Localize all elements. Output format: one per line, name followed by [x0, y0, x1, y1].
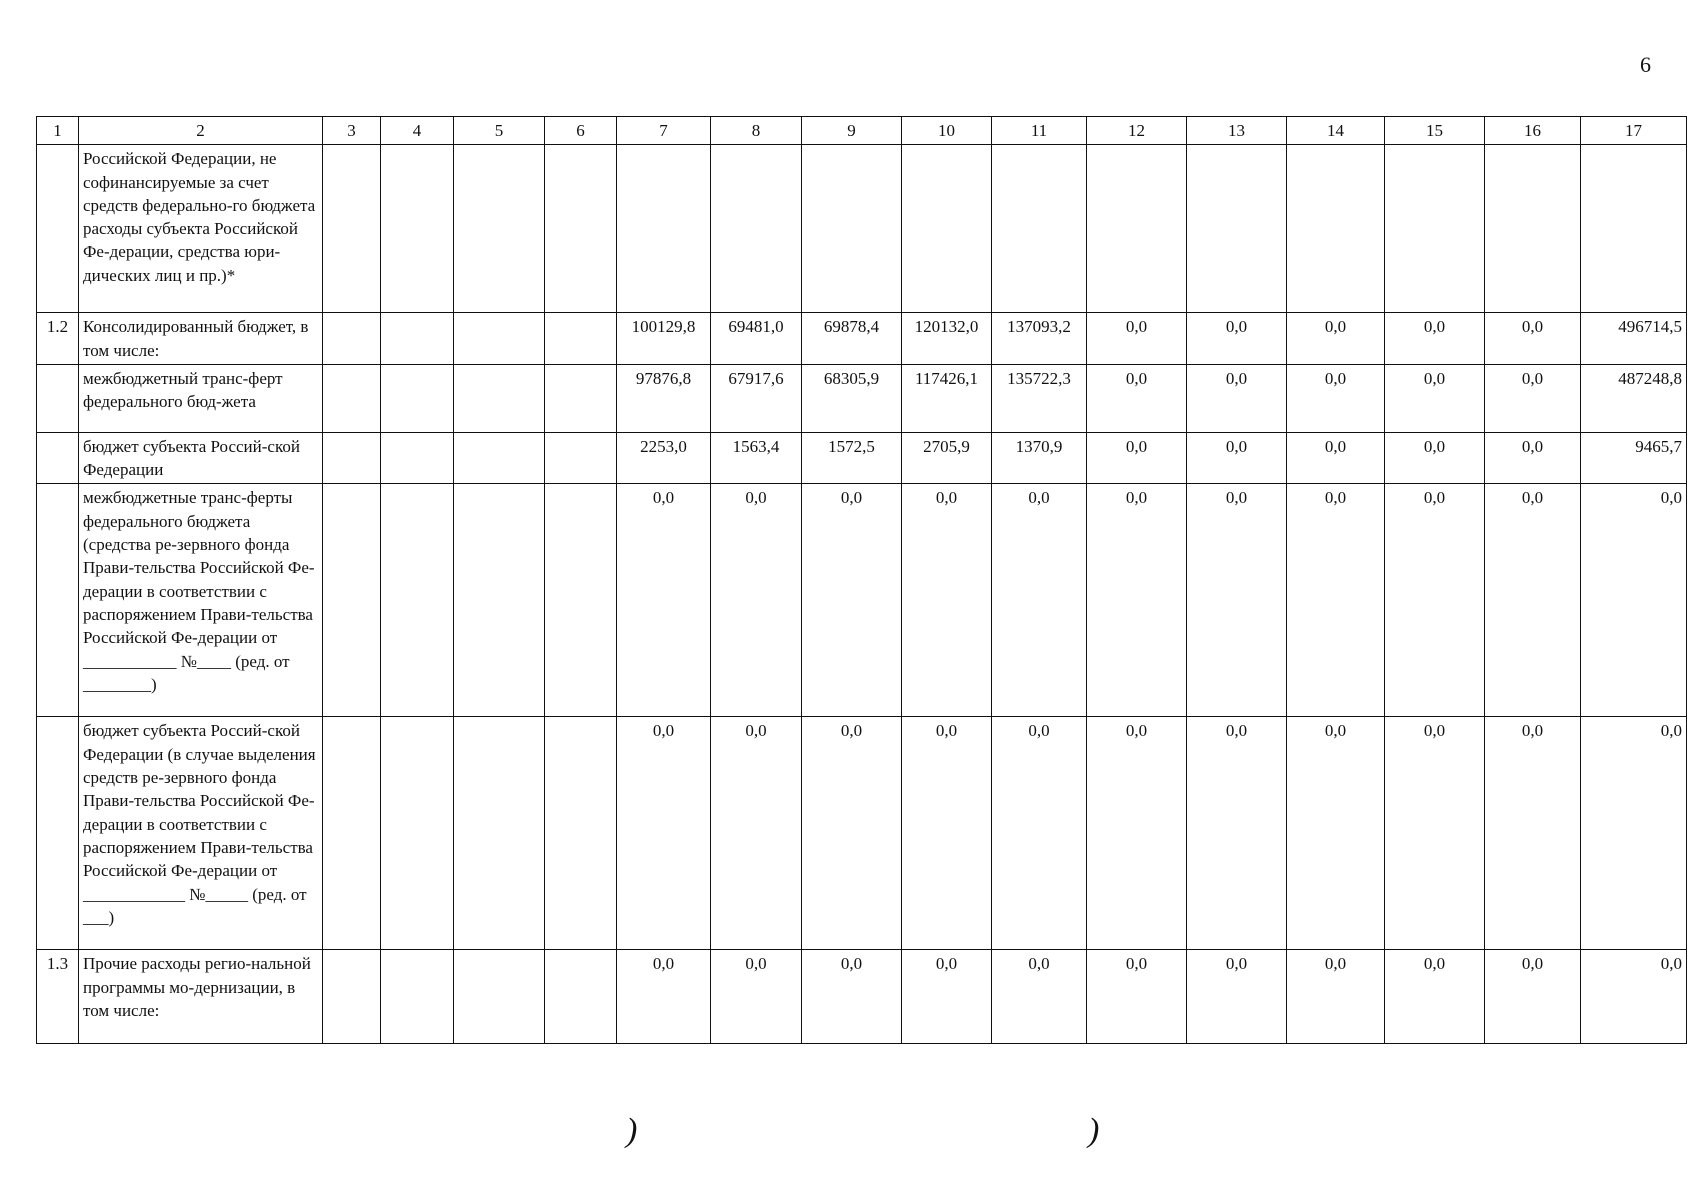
header-cell-9: 9	[802, 117, 902, 145]
value-cell-col-6	[545, 313, 617, 365]
value-cell-col-15: 0,0	[1385, 717, 1485, 950]
value-cell-col-15: 0,0	[1385, 484, 1485, 717]
table-row	[37, 145, 1687, 313]
row-index-cell	[37, 145, 79, 313]
value-cell-col-3	[323, 484, 381, 717]
header-cell-14: 14	[1287, 117, 1385, 145]
value-cell-col-4	[381, 313, 454, 365]
header-cell-11: 11	[992, 117, 1087, 145]
value-cell-col-17: 0,0	[1581, 950, 1687, 1044]
header-cell-15: 15	[1385, 117, 1485, 145]
row-description-cell: межбюджетный транс-ферт федерального бюд-жета	[79, 364, 323, 432]
value-cell-col-12	[1087, 145, 1187, 313]
value-cell-col-16: 0,0	[1485, 313, 1581, 365]
value-cell-col-4	[381, 950, 454, 1044]
value-cell-col-5	[454, 717, 545, 950]
value-cell-col-13: 0,0	[1187, 313, 1287, 365]
value-cell-col-15: 0,0	[1385, 313, 1485, 365]
value-cell-col-7: 0,0	[617, 484, 711, 717]
row-description-cell: бюджет субъекта Россий-ской Федерации (в случае выделения средств ре-зервного фонда Прави-тельства Российской Фе-дерации в соответствии с распоряжением Прави-тельства Российской Фе-дерации от ____________ №_____ (ред. от ___)	[79, 717, 323, 950]
table-row	[37, 364, 1687, 432]
value-cell-col-9: 1572,5	[802, 432, 902, 484]
value-cell-col-5	[454, 432, 545, 484]
table-row	[37, 432, 1687, 484]
row-description-cell: бюджет субъекта Россий-ской Федерации	[79, 432, 323, 484]
value-cell-col-15: 0,0	[1385, 950, 1485, 1044]
value-cell-col-11: 0,0	[992, 950, 1087, 1044]
value-cell-col-17: 0,0	[1581, 717, 1687, 950]
table-body	[37, 117, 1687, 1044]
value-cell-col-3	[323, 717, 381, 950]
header-row	[37, 117, 1687, 145]
value-cell-col-6	[545, 484, 617, 717]
value-cell-col-12: 0,0	[1087, 950, 1187, 1044]
value-cell-col-12: 0,0	[1087, 313, 1187, 365]
value-cell-col-15	[1385, 145, 1485, 313]
value-cell-col-9: 68305,9	[802, 364, 902, 432]
value-cell-col-11	[992, 145, 1087, 313]
value-cell-col-11: 1370,9	[992, 432, 1087, 484]
header-cell-4: 4	[381, 117, 454, 145]
value-cell-col-14: 0,0	[1287, 717, 1385, 950]
value-cell-col-13: 0,0	[1187, 364, 1287, 432]
value-cell-col-16	[1485, 145, 1581, 313]
table-row	[37, 484, 1687, 717]
value-cell-col-8: 0,0	[711, 484, 802, 717]
value-cell-col-13: 0,0	[1187, 484, 1287, 717]
value-cell-col-7	[617, 145, 711, 313]
row-description-cell: Консолидированный бюджет, в том числе:	[79, 313, 323, 365]
value-cell-col-11: 0,0	[992, 484, 1087, 717]
value-cell-col-8: 67917,6	[711, 364, 802, 432]
value-cell-col-14: 0,0	[1287, 313, 1385, 365]
value-cell-col-9: 0,0	[802, 717, 902, 950]
header-cell-16: 16	[1485, 117, 1581, 145]
header-cell-1: 1	[37, 117, 79, 145]
bottom-mark-right: )	[1088, 1112, 1100, 1149]
value-cell-col-6	[545, 364, 617, 432]
header-cell-6: 6	[545, 117, 617, 145]
bottom-mark-left: )	[626, 1112, 638, 1149]
header-cell-3: 3	[323, 117, 381, 145]
value-cell-col-14: 0,0	[1287, 484, 1385, 717]
value-cell-col-12: 0,0	[1087, 717, 1187, 950]
value-cell-col-10: 0,0	[902, 717, 992, 950]
row-description-cell: Прочие расходы регио-нальной программы мо-дернизации, в том числе:	[79, 950, 323, 1044]
value-cell-col-5	[454, 145, 545, 313]
value-cell-col-17: 487248,8	[1581, 364, 1687, 432]
value-cell-col-6	[545, 717, 617, 950]
page-number: 6	[1640, 52, 1651, 77]
value-cell-col-6	[545, 432, 617, 484]
value-cell-col-4	[381, 484, 454, 717]
value-cell-col-5	[454, 950, 545, 1044]
value-cell-col-15: 0,0	[1385, 364, 1485, 432]
header-cell-7: 7	[617, 117, 711, 145]
value-cell-col-4	[381, 717, 454, 950]
table-row	[37, 717, 1687, 950]
value-cell-col-11: 0,0	[992, 717, 1087, 950]
value-cell-col-10: 117426,1	[902, 364, 992, 432]
value-cell-col-7: 0,0	[617, 717, 711, 950]
row-description-cell: межбюджетные транс-ферты федерального бюджета (средства ре-зервного фонда Прави-тельства Российской Фе-дерации в соответствии с распоряжением Прави-тельства Российской Фе-дерации от ___________ №____ (ред. от ________)	[79, 484, 323, 717]
header-cell-5: 5	[454, 117, 545, 145]
header-cell-17: 17	[1581, 117, 1687, 145]
row-index-cell	[37, 364, 79, 432]
value-cell-col-5	[454, 313, 545, 365]
value-cell-col-10: 120132,0	[902, 313, 992, 365]
value-cell-col-17: 9465,7	[1581, 432, 1687, 484]
value-cell-col-3	[323, 313, 381, 365]
value-cell-col-16: 0,0	[1485, 364, 1581, 432]
value-cell-col-8: 1563,4	[711, 432, 802, 484]
value-cell-col-8: 0,0	[711, 950, 802, 1044]
value-cell-col-13: 0,0	[1187, 717, 1287, 950]
row-index-cell: 1.2	[37, 313, 79, 365]
value-cell-col-14: 0,0	[1287, 364, 1385, 432]
value-cell-col-10	[902, 145, 992, 313]
value-cell-col-4	[381, 145, 454, 313]
value-cell-col-6	[545, 950, 617, 1044]
value-cell-col-12: 0,0	[1087, 364, 1187, 432]
value-cell-col-16: 0,0	[1485, 484, 1581, 717]
value-cell-col-9: 0,0	[802, 484, 902, 717]
value-cell-col-5	[454, 484, 545, 717]
value-cell-col-14: 0,0	[1287, 950, 1385, 1044]
value-cell-col-11: 137093,2	[992, 313, 1087, 365]
value-cell-col-13: 0,0	[1187, 950, 1287, 1044]
value-cell-col-9: 0,0	[802, 950, 902, 1044]
value-cell-col-9	[802, 145, 902, 313]
header-cell-2: 2	[79, 117, 323, 145]
value-cell-col-8	[711, 145, 802, 313]
header-cell-13: 13	[1187, 117, 1287, 145]
value-cell-col-3	[323, 364, 381, 432]
value-cell-col-11: 135722,3	[992, 364, 1087, 432]
value-cell-col-3	[323, 145, 381, 313]
value-cell-col-17	[1581, 145, 1687, 313]
header-cell-12: 12	[1087, 117, 1187, 145]
value-cell-col-13	[1187, 145, 1287, 313]
value-cell-col-12: 0,0	[1087, 484, 1187, 717]
value-cell-col-3	[323, 432, 381, 484]
funding-table	[36, 116, 1687, 1044]
value-cell-col-4	[381, 432, 454, 484]
value-cell-col-7: 2253,0	[617, 432, 711, 484]
value-cell-col-10: 2705,9	[902, 432, 992, 484]
value-cell-col-7: 97876,8	[617, 364, 711, 432]
value-cell-col-17: 496714,5	[1581, 313, 1687, 365]
table-row	[37, 950, 1687, 1044]
value-cell-col-16: 0,0	[1485, 950, 1581, 1044]
value-cell-col-16: 0,0	[1485, 432, 1581, 484]
value-cell-col-8: 69481,0	[711, 313, 802, 365]
value-cell-col-6	[545, 145, 617, 313]
value-cell-col-14: 0,0	[1287, 432, 1385, 484]
value-cell-col-15: 0,0	[1385, 432, 1485, 484]
header-cell-10: 10	[902, 117, 992, 145]
value-cell-col-10: 0,0	[902, 950, 992, 1044]
value-cell-col-8: 0,0	[711, 717, 802, 950]
value-cell-col-7: 100129,8	[617, 313, 711, 365]
value-cell-col-17: 0,0	[1581, 484, 1687, 717]
value-cell-col-16: 0,0	[1485, 717, 1581, 950]
row-index-cell	[37, 432, 79, 484]
value-cell-col-10: 0,0	[902, 484, 992, 717]
row-index-cell	[37, 484, 79, 717]
table-row	[37, 313, 1687, 365]
value-cell-col-7: 0,0	[617, 950, 711, 1044]
value-cell-col-14	[1287, 145, 1385, 313]
header-cell-8: 8	[711, 117, 802, 145]
row-index-cell: 1.3	[37, 950, 79, 1044]
value-cell-col-9: 69878,4	[802, 313, 902, 365]
row-index-cell	[37, 717, 79, 950]
row-description-cell: Российской Федерации, не софинансируемые за счет средств федерально-го бюджета расходы субъекта Российской Фе-дерации, средства юри-дических лиц и пр.)*	[79, 145, 323, 313]
value-cell-col-3	[323, 950, 381, 1044]
value-cell-col-13: 0,0	[1187, 432, 1287, 484]
value-cell-col-12: 0,0	[1087, 432, 1187, 484]
value-cell-col-4	[381, 364, 454, 432]
value-cell-col-5	[454, 364, 545, 432]
